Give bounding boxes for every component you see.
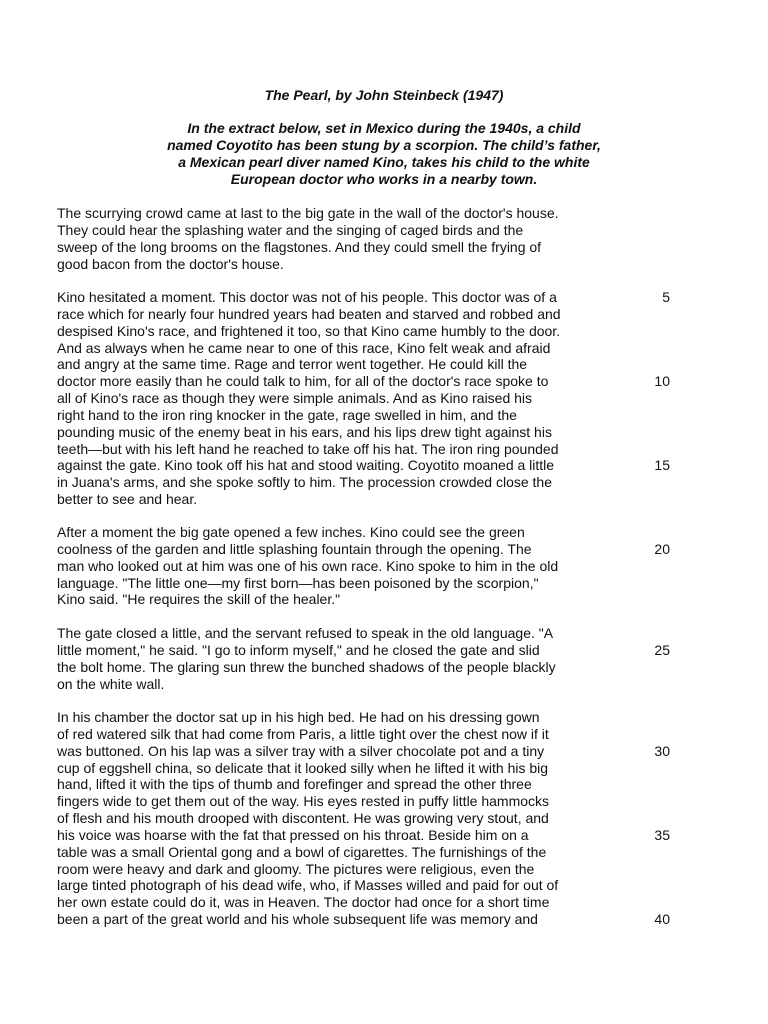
text-line: pounding music of the enemy beat in his ears, and his lips drew tight against his (57, 423, 552, 440)
text-line: In his chamber the doctor sat up in his high bed. He had on his dressing gown (57, 709, 540, 725)
text-line: fingers wide to get them out of the way. His eyes rested in puffy little hammocks (57, 793, 550, 810)
text-line: hand, lifted it with the tips of thumb and forefinger and spread the other three (57, 776, 532, 793)
text-line: sweep of the long brooms on the flagstones. And they could smell the frying of (57, 238, 542, 255)
text-line: Kino said. "He requires the skill of the healer." (57, 591, 341, 608)
text-line: After a moment the big gate opened a few inches. Kino could see the green (57, 524, 525, 540)
text-line: against the gate. Kino took off his hat and stood waiting. Coyotito moaned a little (57, 457, 555, 474)
text-line: better to see and hear. (57, 491, 198, 508)
intro-line: European doctor who works in a nearby town. (230, 171, 538, 187)
line-number: 40 (654, 911, 670, 927)
text-line: her own estate could do it, was in Heaven. The doctor had once for a short time (57, 894, 550, 911)
line-number: 15 (654, 457, 670, 473)
text-line: coolness of the garden and little splashing fountain through the opening. The (57, 540, 532, 557)
text-line: cup of eggshell china, so delicate that it looked silly when he lifted it with his big (57, 759, 549, 776)
text-line: The scurrying crowd came at last to the big gate in the wall of the doctor's house. (57, 205, 559, 221)
paragraph-3 (57, 524, 637, 608)
line-number: 25 (654, 642, 670, 658)
text-line: and angry at the same time. Rage and terror went together. He could kill the (57, 356, 528, 373)
text-line: Kino hesitated a moment. This doctor was not of his people. This doctor was of a (57, 289, 557, 305)
text-line: The gate closed a little, and the servant refused to speak in the old language. "A (57, 625, 554, 641)
text-line: little moment," he said. "I go to inform myself," and he closed the gate and slid (57, 641, 540, 658)
line-number: 20 (654, 541, 670, 557)
text-line: right hand to the iron ring knocker in the gate, rage swelled in him, and the (57, 406, 517, 423)
text-line: room were heavy and dark and gloomy. The pictures were religious, even the (57, 860, 535, 877)
paragraph-4 (57, 625, 637, 692)
text-line: of flesh and his mouth drooped with discontent. He was growing very stout, and (57, 810, 549, 827)
text-line: man who looked out at him was one of his own race. Kino spoke to him in the old (57, 557, 559, 574)
line-number: 30 (654, 743, 670, 759)
text-line: despised Kino's race, and frightened it too, so that Kino came humbly to the door. (57, 322, 561, 339)
paragraph-2 (57, 289, 637, 508)
text-line: table was a small Oriental gong and a bowl of cigarettes. The furnishings of the (57, 843, 547, 860)
line-number: 35 (654, 827, 670, 843)
text-line: the bolt home. The glaring sun threw the bunched shadows of the people blackly (57, 658, 556, 675)
text-line: race which for nearly four hundred years had beaten and starved and robbed and (57, 305, 561, 322)
document-title: The Pearl, by John Steinbeck (1947) (264, 87, 504, 103)
text-line: teeth—but with his left hand he reached to take off his hat. The iron ring pounded (57, 440, 559, 457)
text-line: doctor more easily than he could talk to him, for all of the doctor's race spoke to (57, 373, 549, 390)
line-number: 5 (662, 289, 670, 305)
text-line: been a part of the great world and his whole subsequent life was memory and (57, 911, 538, 928)
text-line: large tinted photograph of his dead wife, who, if Masses willed and paid for out of (57, 877, 559, 894)
text-line: And as always when he came near to one of this race, Kino felt weak and afraid (57, 339, 551, 356)
intro-line: a Mexican pearl diver named Kino, takes his child to the white (178, 154, 590, 170)
text-line: his voice was hoarse with the fat that pressed on his throat. Beside him on a (57, 826, 529, 843)
intro-line: In the extract below, set in Mexico during the 1940s, a child (187, 120, 581, 136)
intro-block (0, 120, 768, 188)
paragraph-1 (57, 205, 637, 272)
intro-line: named Coyotito has been stung by a scorpion. The child’s father, (167, 137, 601, 153)
line-number: 10 (654, 373, 670, 389)
text-line: language. "The little one—my first born—has been poisoned by the scorpion," (57, 574, 539, 591)
text-line: was buttoned. On his lap was a silver tray with a silver chocolate pot and a tiny (57, 742, 545, 759)
text-line: in Juana's arms, and she spoke softly to him. The procession crowded close the (57, 474, 553, 491)
text-line: good bacon from the doctor's house. (57, 255, 284, 272)
text-line: of red watered silk that had come from Paris, a little tight over the chest now if it (57, 725, 549, 742)
text-line: They could hear the splashing water and the singing of caged birds and the (57, 221, 524, 238)
paragraph-5 (57, 709, 637, 928)
text-line: all of Kino's race as though they were simple animals. And as Kino raised his (57, 390, 533, 407)
text-line: on the white wall. (57, 675, 165, 692)
